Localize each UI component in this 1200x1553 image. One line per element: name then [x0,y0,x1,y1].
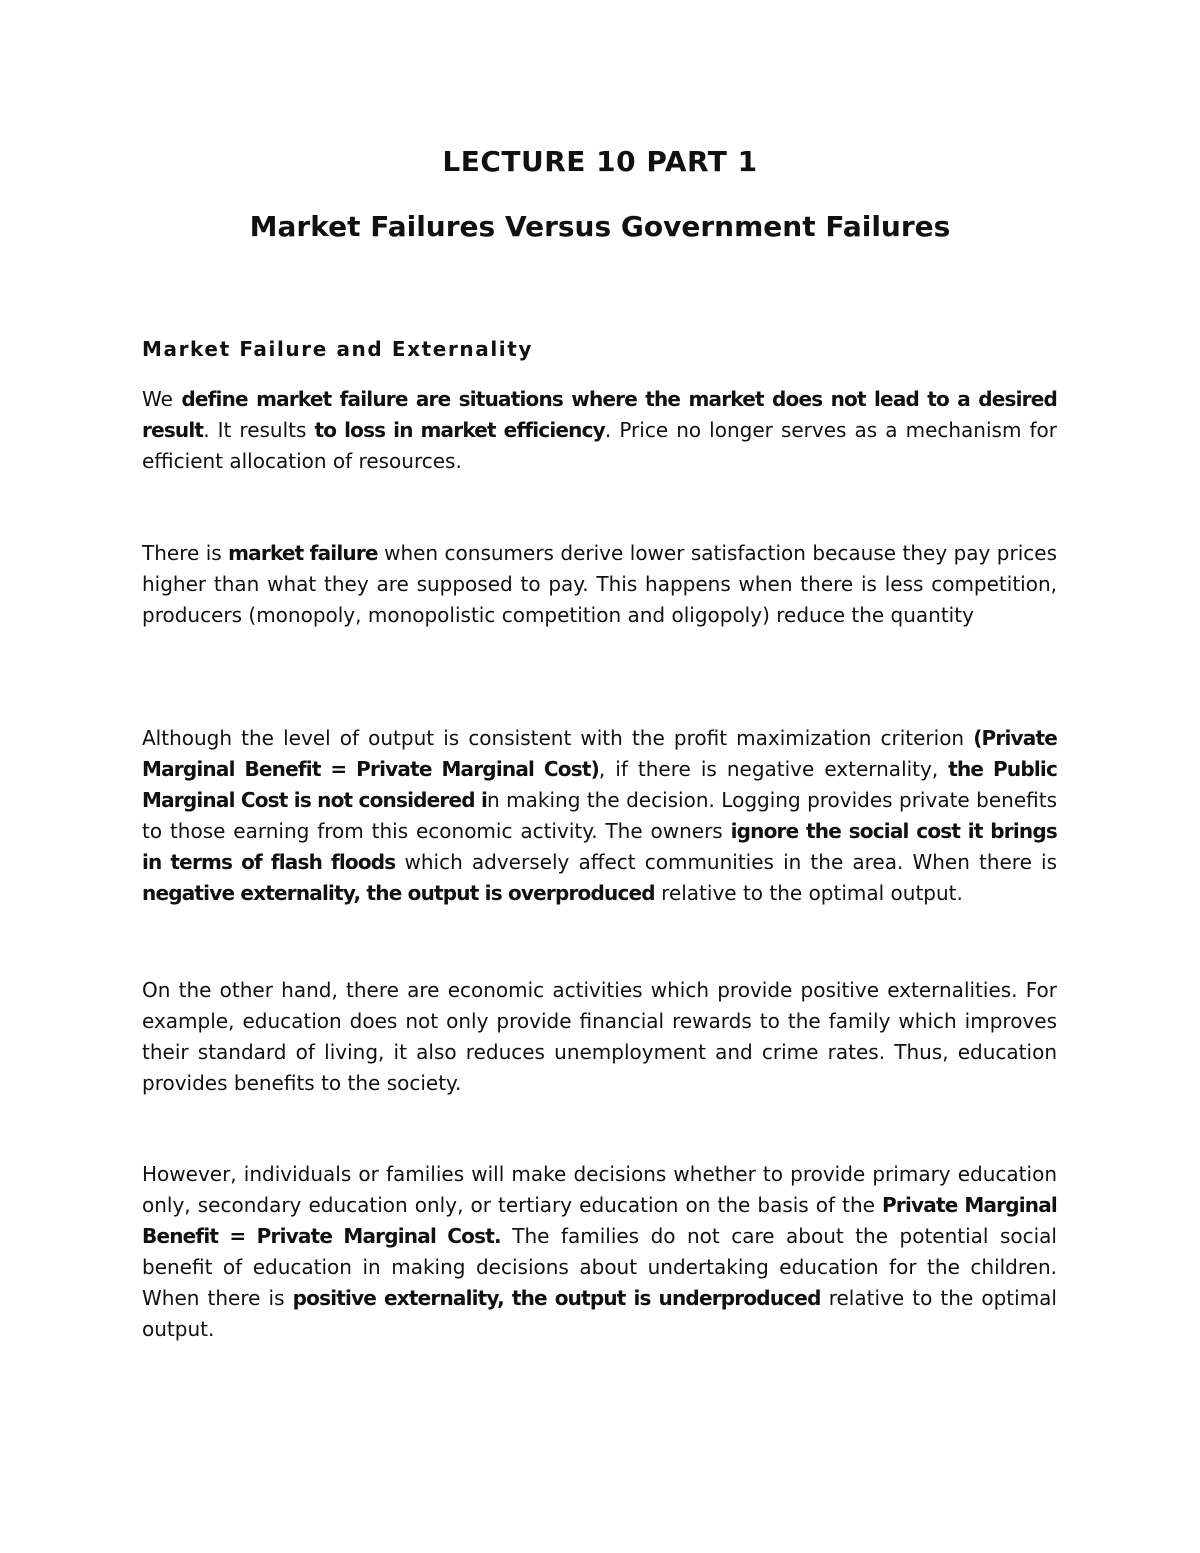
bold-text-run: ignore the social cost it brings in terms of flash floods [142,819,1057,874]
text-run: which adversely affect communities in the area. When there is [395,850,1057,874]
bold-text-run: (Private Marginal Benefit = Private Marginal Cost) [142,726,1057,781]
paragraph-market-failure-definition [142,384,1057,477]
bold-text-run: market failure [228,541,378,565]
text-run: n making the decision. Logging provides private benefits to those earning from this economic activity. The owners [142,788,1057,843]
paragraph-positive-externality [142,975,1057,1099]
text-run: . It results [203,418,315,442]
text-run: Although the level of output is consistent with the profit maximization criterion [142,726,974,750]
paragraph-negative-externality [142,723,1057,909]
text-run: . Price no longer serves as a mechanism for efficient allocation of resources. [142,418,1058,473]
bold-text-run: Private Marginal Benefit = Private Marginal Cost. [142,1193,1057,1248]
text-run: There is [142,541,229,565]
bold-text-run: to loss in market efficiency [314,418,605,442]
text-run: relative to the optimal output. [142,1286,1057,1341]
text-run: when consumers derive lower satisfaction because they pay prices higher than what they are supposed to pay. This happens when there is less competition, producers (monopoly, monopolistic competition and oligopoly) reduce the quantity [142,541,1057,627]
paragraph-consumer-satisfaction [142,538,1057,631]
paragraph-education-decisions [142,1159,1057,1345]
text-run: We [142,387,182,411]
text-run: On the other hand, there are economic activities which provide positive externalities. For example, education does not only provide financial rewards to the family which improves their standard of living, it also reduces unemployment and crime rates. Thus, education provides benefits to the society. [142,978,1057,1095]
text-run: The families do not care about the potential social benefit of education in making decisions about undertaking education for the children. When there is [142,1224,1057,1310]
bold-text-run: negative externality, the output is overproduced [142,881,655,905]
section-heading: Market Failure and Externality [142,337,534,361]
bold-text-run: the Public Marginal Cost is not considered i [142,757,1058,812]
page-subtitle: Market Failures Versus Government Failures [249,210,951,243]
text-run: , if there is negative externality, [598,757,949,781]
bold-text-run: define market failure are situations where the market does not lead to a desired result [142,387,1058,442]
text-run: relative to the optimal output. [654,881,963,905]
page-title: LECTURE 10 PART 1 [442,145,758,178]
text-run: However, individuals or families will make decisions whether to provide primary education only, secondary education only, or tertiary education on the basis of the [142,1162,1057,1217]
bold-text-run: positive externality, the output is underproduced [292,1286,821,1310]
